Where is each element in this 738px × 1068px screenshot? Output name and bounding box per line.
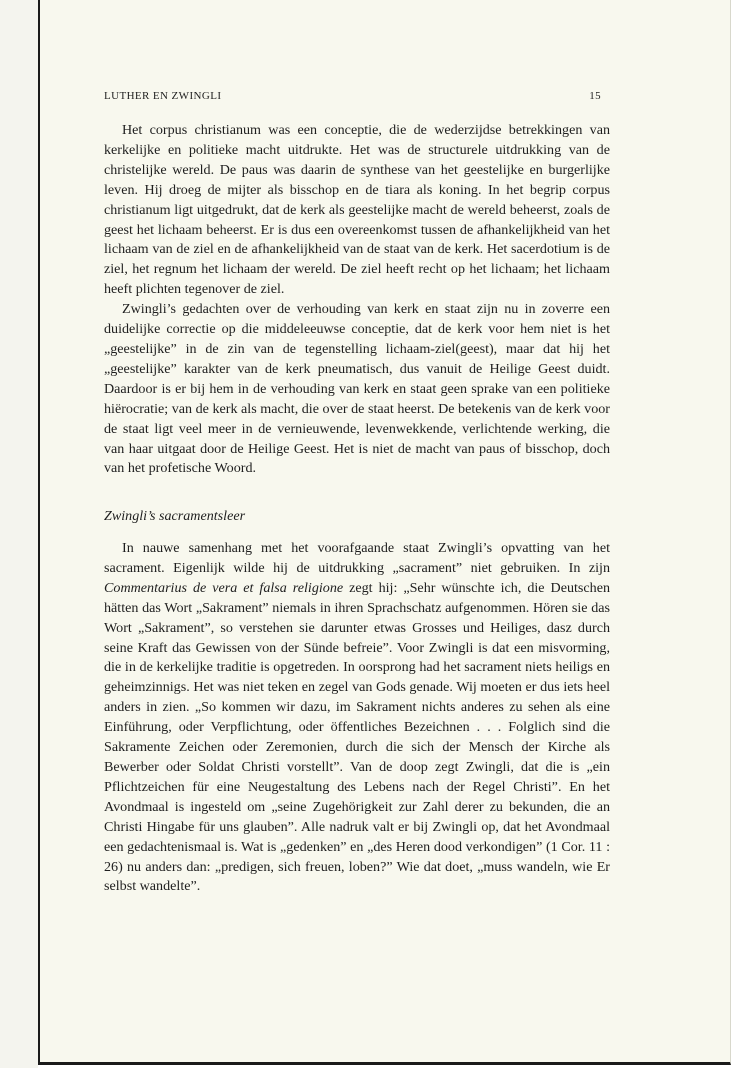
section-heading: Zwingli’s sacramentsleer — [104, 508, 246, 524]
paragraph-corpus-christianum: Het corpus christianum was een conceptie, die de wederzijdse betrekkingen van kerkelijke en politieke macht uitdrukte. Het was de structurele uitdrukking van de christelijke wereld. De paus was daarin de synthese van het geestelijke en burgerlijke leven. Hij droeg de mijter als bisschop en de tiara als koning. In het begrip corpus christianum ligt uitgedrukt, dat de kerk als geestelijke macht de wereld beheerst, zoals de geest het lichaam beheerst. Er is dus een overeenkomst tussen de afhankelijkheid van het lichaam van de ziel en de afhankelijkheid van de staat van de kerk. Het sacerdotium is de ziel, het regnum het lichaam der wereld. De ziel heeft recht op het lichaam; het lichaam heeft plichten tegenover de ziel. — [104, 122, 610, 298]
paragraph-sacramentsleer — [104, 539, 610, 897]
work-title: Commentarius de vera et falsa religione — [104, 579, 344, 596]
paragraph-text-part-2: zegt hij: „Sehr wünschte ich, die Deutschen hätten das Wort „Sakrament” niemals in ihren Sprachschatz aufgenommen. Hören sie das Wort „Sakrament”, so verstehen sie darunter etwas Grosses und Heiliges, dasz durch seine Kraft das Gewissen von der Sünde befreie”. Voor Zwingli is dat een misvorming, die in de kerkelijke traditie is opgetreden. In oorsprong had het sacrament niets heiligs en geheimzinnigs. Het was niet teken en zegel van Gods genade. Wij moeten er dus iets heel anders in zien. „So kommen wir dazu, im Sakrament nichts anderes zu sehen als eine Einführung, oder Verpflichtung, oder öffentliches Bezeichnen . . . Folglich sind die Sakramente Zeichen oder Zeremonien, durch die sich der Mensch der Kirche als Bewerber oder Soldat Christi vorstellt”. Van de doop zegt Zwingli, dat die is „ein Pflichtzeichen für eine Neugestaltung des Lebens nach der Regel Christi”. En het Avondmaal is ingesteld om „seine Zugehörigkeit zur Zahl derer zu bekunden, die an Christi Hingabe für uns glauben”. Alle nadruk valt er bij Zwingli op, dat het Avondmaal een gedachtenismaal is. Wat is „gedenken” en „des Heren dood verkondigen” (1 Cor. 11 : 26) nu anders dan: „predigen, sich freuen, loben?” Wie dat doet, „muss wandeln, wie Er selbst wandelte”. — [104, 579, 610, 895]
running-title: LUTHER EN ZWINGLI — [104, 90, 222, 102]
scan-margin — [0, 0, 38, 1068]
paragraph-kerk-en-staat: Zwingli’s gedachten over de verhouding van kerk en staat zijn nu in zoverre een duidelijke correctie op die middeleeuwse conceptie, dat de kerk voor hem niet is het „geestelijke” in de zin van de tegenstelling lichaam-ziel(geest), maar dat hij het „geestelijke” karakter van de kerk pneumatisch, dus vanuit de Heilige Geest duidt. Daardoor is er bij hem in de verhouding van kerk en staat geen sprake van een politieke hiërocratie; van de kerk als macht, die over de staat heerst. De betekenis van de kerk voor de staat ligt veel meer in de vernieuwende, levenwekkende, verlichtende werking, die van haar uitgaat door de Heilige Geest. Het is niet de macht van paus of bisschop, doch van het profetische Woord. — [104, 301, 610, 477]
page-number: 15 — [589, 90, 601, 102]
body-text-top — [104, 121, 610, 479]
body-text-sacrament — [104, 539, 610, 897]
running-header — [104, 90, 601, 102]
paragraph-text-part-1: In nauwe samenhang met het voorafgaande staat Zwingli’s opvatting van het sacrament. Eigenlijk wilde hij de uitdrukking „sacrament” niet gebruiken. In zijn — [104, 540, 610, 576]
